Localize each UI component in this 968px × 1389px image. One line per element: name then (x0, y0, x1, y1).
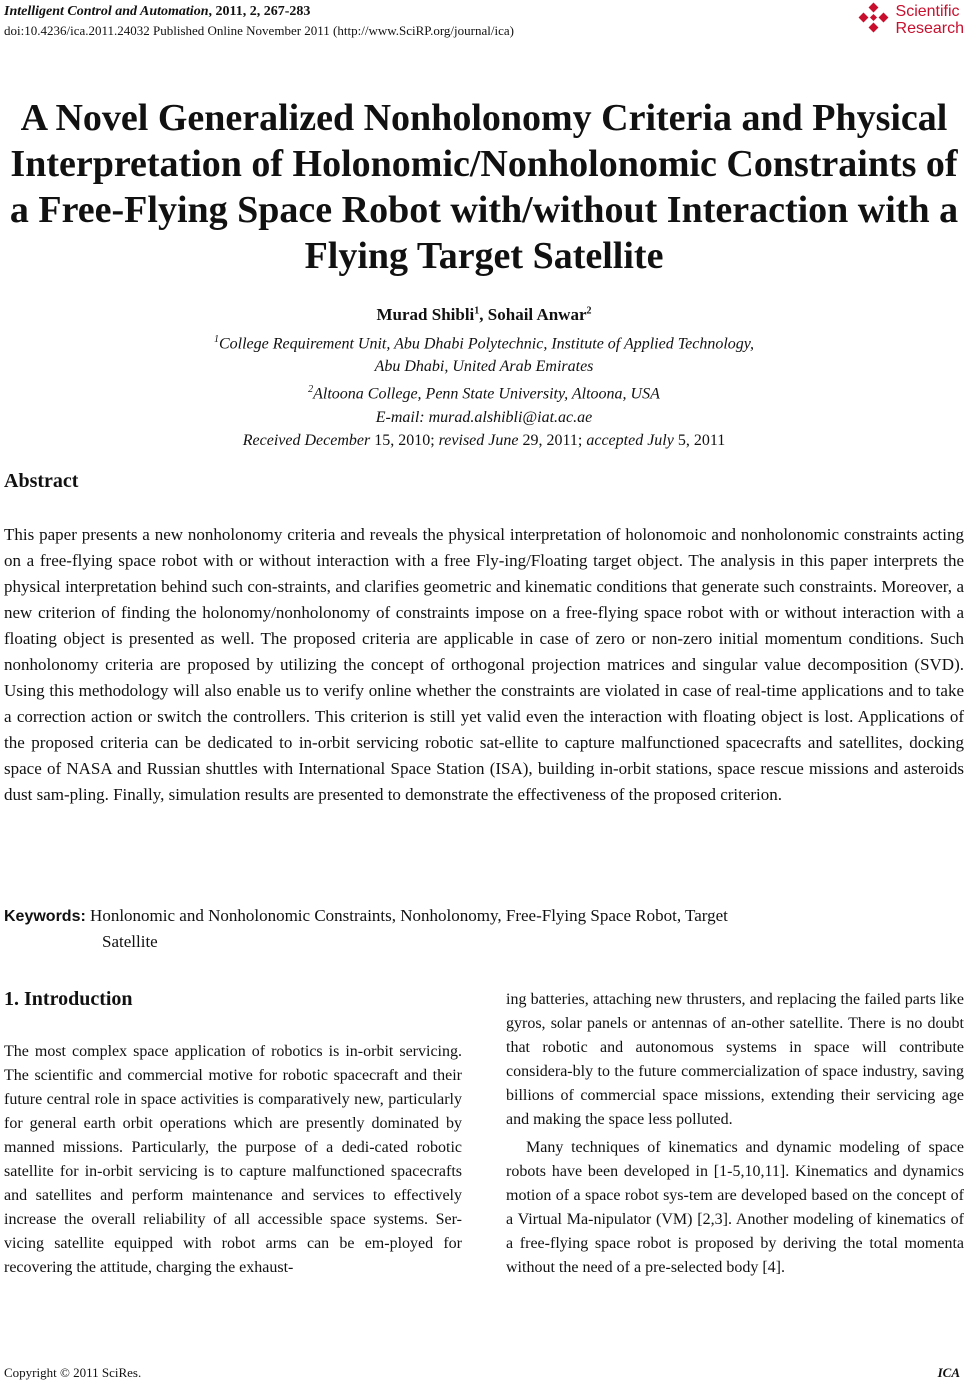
title-line: a Free-Flying Space Robot with/without Interaction with a (9, 189, 959, 231)
email-label: E-mail (375, 408, 420, 426)
received-date: 15, 2010; (370, 431, 439, 449)
left-column (4, 1040, 462, 1280)
affiliations (0, 328, 968, 452)
publisher-logo (856, 2, 964, 38)
author-1: Murad Shibli (376, 305, 475, 324)
intro-paragraph: The most complex space application of robotics is in-orbit servicing. The scientific and commercial motive for robotic spacecraft and their future central role in space activities is comparatively new, particularly for general earth orbit operations which are presently dominated by manned missions. Particularly, the purpose of a dedi-cated robotic satellite for in-orbit servicing is to capture malfunctioned spacecrafts and satellites and perform maintenance and services to effectively increase the overall reliability of all accessible space systems. Ser-vicing satellite equipped with robot arms can be em-ployed for recovering the attitude, charging the exhaust- (4, 1043, 462, 1276)
copyright: Copyright © 2011 SciRes. (4, 1365, 142, 1380)
author-sep: , (479, 305, 488, 324)
paper-title (0, 95, 968, 279)
aff2: Altoona College, Penn State University, Altoona, USA (313, 385, 660, 403)
abstract-text: This paper presents a new nonholonomy criteria and reveals the physical interpretation of holonomoic and nonholonomic constraints acting on a free-flying space robot with or without interaction with a free Fly-ing/Floating target object. The analysis in this paper interprets the physical interpretation behind such con-straints, and clarifies geometric and kinematic conditions that generate such constraints. Moreover, a new criterion of finding the holonomy/nonholonomy of constraints impose on a free-flying space robot with or without interaction with a floating object is presented as well. The proposed criteria are applicable in case of zero or non-zero initial momentum conditions. Such nonholonomy criteria are proposed by utilizing the concept of orthogonal projection matrices and singular value decomposition (SVD). Using this methodology will also enable us to verify online whether the constraints are violated in case of real-time applications and to take a correction action or switch the controllers. This criterion is still yet valid even the interaction with floating object is lost. Applications of the proposed criteria can be dedicated to in-orbit servicing robotic sat-ellite to capture malfunctioned spacecrafts and satellites, docking space of NASA and Russian shuttles with International Space Station (ISA), building in-orbit stations, space rescue missions and asteroids dust sam-pling. Finally, simulation results are presented to demonstrate the effectiveness of the proposed criterion. (4, 525, 964, 804)
intro-paragraph: Many techniques of kinematics and dynamic modeling of space robots have been developed in [1-5,10,11]. Kinematics and dynamics motion of a space robot sys-tem are developed based on the concept of a Virtual Ma-nipulator (VM) [2,3]. Another modeling of kinematics of a free-flying space robot is proposed by deriving the total momenta without the need of a pre-selected body [4]. (506, 1139, 964, 1276)
email[interactable]: : murad.alshibli@iat.ac.ae (419, 408, 593, 426)
keywords-line2: Satellite (102, 932, 158, 951)
accepted-date: 5, 2011 (673, 431, 726, 449)
accepted-label: accepted July (586, 431, 674, 449)
keywords-line1: Honlonomic and Nonholonomic Constraints, Nonholonomy, Free-Flying Space Robot, Target (85, 906, 728, 925)
keywords (4, 903, 964, 954)
journal-abbr: ICA (937, 1365, 960, 1380)
section-heading-introduction: 1. Introduction (4, 988, 133, 1010)
journal-name: Intelligent Control and Automation (4, 4, 209, 19)
author-2: Sohail Anwar (487, 305, 587, 324)
logo-line1: Scientific (895, 3, 960, 20)
abstract-heading: Abstract (4, 470, 79, 492)
aff1-sup: 1 (213, 334, 219, 345)
intro-paragraph: ing batteries, attaching new thrusters, and replacing the failed parts like gyros, solar panels or antennas of an-other satellite. There is no doubt that robotic and autonomous systems in space will contribute considera-bly to the future commercialization of space industry, saving billions of commercial space missions, extending their servicing age and making the space less polluted. (506, 991, 964, 1128)
author-2-sup: 2 (586, 305, 592, 317)
journal-header (4, 2, 514, 40)
keywords-label: Keywords: (4, 908, 86, 925)
aff1-line1: College Requirement Unit, Abu Dhabi Polytechnic, Institute of Applied Technology, (218, 335, 755, 353)
revised-label: revised June (438, 431, 519, 449)
aff2-sup: 2 (308, 384, 314, 396)
revised-date: 29, 2011; (518, 431, 587, 449)
scirp-logo-icon (856, 2, 892, 38)
dates-line (0, 429, 968, 452)
title-line: Flying Target Satellite (304, 235, 664, 277)
received-label: Received December (242, 431, 371, 449)
title-line: Interpretation of Holonomic/Nonholonomic Constraints of (10, 143, 958, 185)
doi-line: doi:10.4236/ica.2011.24032 Published Online November 2011 (http://www.SciRP.org/journal/ica) (4, 23, 514, 38)
author-list (0, 305, 968, 325)
aff1-line2: Abu Dhabi, United Arab Emirates (374, 358, 594, 376)
volume-info: , 2011, 2, 267-283 (208, 4, 311, 19)
right-column (506, 988, 964, 1280)
logo-line2: Research (895, 20, 964, 37)
author-1-sup: 1 (474, 305, 480, 317)
title-line: A Novel Generalized Nonholonomy Criteria and Physical (20, 97, 948, 139)
